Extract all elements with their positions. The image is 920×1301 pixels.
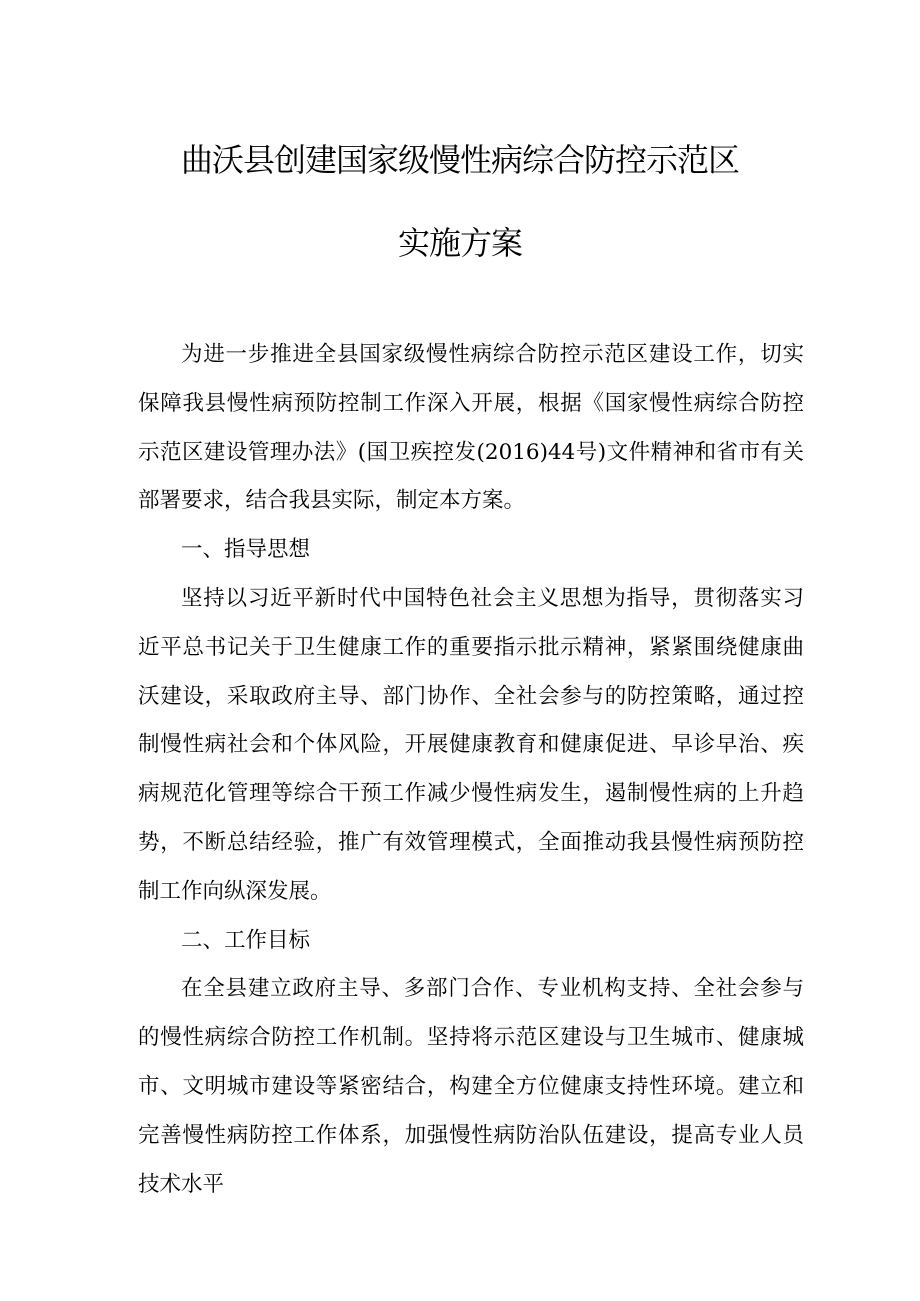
document-title: 曲沃县创建国家级慢性病综合防控示范区 <box>180 141 739 179</box>
section-heading-work-goals: 二、工作目标 <box>181 927 311 953</box>
intro-paragraph: 为进一步推进全县国家级慢性病综合防控示范区建设工作，切实保障我县慢性病预防控制工作深入开展，根据《国家慢性病综合防控示范区建设管理办法》(国卫疾控发(2016)44号)文件精神和省市有关部署要求，结合我县实际，制定本方案。 <box>138 342 804 514</box>
work-goals-paragraph: 在全县建立政府主导、多部门合作、专业机构支持、全社会参与的慢性病综合防控工作机制。坚持将示范区建设与卫生城市、健康城市、文明城市建设等紧密结合，构建全方位健康支持性环境。建立和完善慢性病防控工作体系，加强慢性病防治队伍建设，提高专业人员技术水平 <box>138 976 804 1197</box>
document-body <box>138 331 804 1209</box>
guiding-ideology-paragraph: 坚持以习近平新时代中国特色社会主义思想为指导，贯彻落实习近平总书记关于卫生健康工作的重要指示批示精神，紧紧围绕健康曲沃建设，采取政府主导、部门协作、全社会参与的防控策略，通过控制慢性病社会和个体风险，开展健康教育和健康促进、早诊早治、疾病规范化管理等综合干预工作减少慢性病发生，遏制慢性病的上升趋势，不断总结经验，推广有效管理模式，全面推动我县慢性病预防控制工作向纵深发展。 <box>138 585 804 904</box>
section-heading-guiding-ideology: 一、指导思想 <box>181 537 311 563</box>
document-subtitle: 实施方案 <box>397 224 522 262</box>
